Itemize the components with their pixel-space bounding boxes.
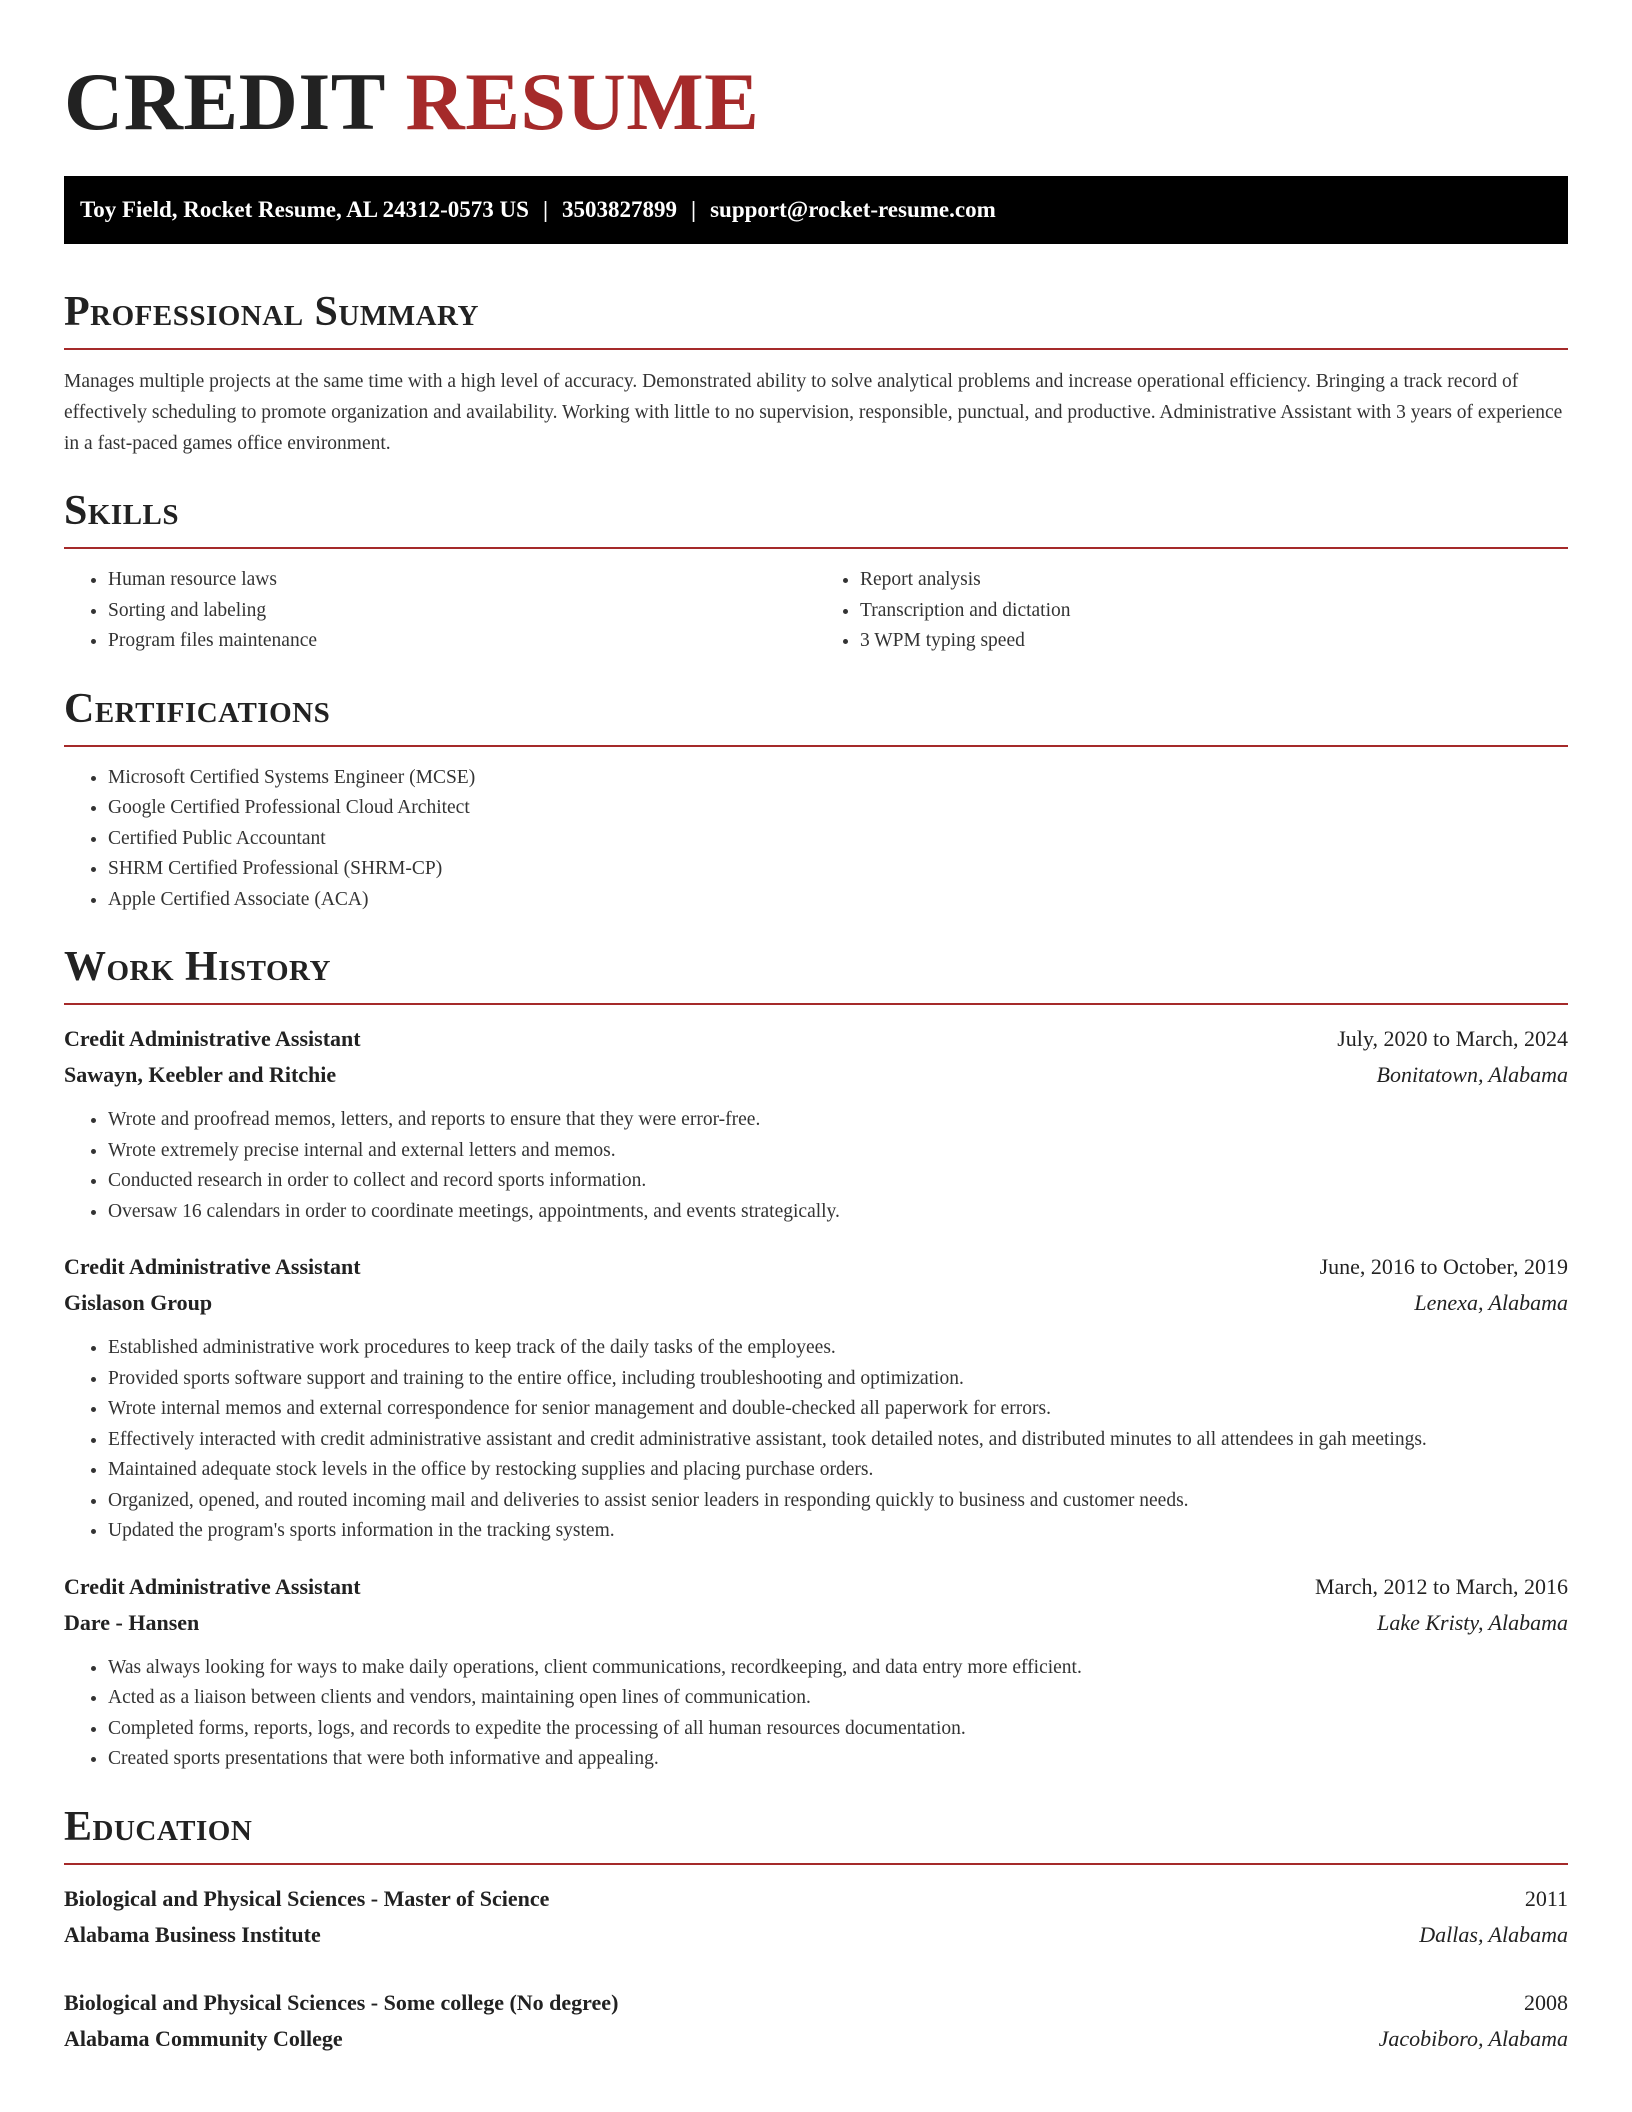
job-bullet: • Wrote internal memos and external correspondence for senior management and double-checked all paperwork for errors.	[108, 1394, 1568, 1425]
job-company-row	[64, 1285, 1568, 1321]
job-dates: July, 2020 to March, 2024	[1337, 1026, 1568, 1051]
job-bullets	[64, 1653, 1568, 1775]
job-bullet: • Conducted research in order to collect and record sports information.	[108, 1166, 1568, 1197]
skill-item: • Transcription and dictation	[860, 596, 1568, 627]
title-second-word: RESUME	[405, 56, 760, 147]
job-company: Gislason Group	[64, 1290, 213, 1315]
job-bullet: • Oversaw 16 calendars in order to coordinate meetings, appointments, and events strategically.	[108, 1197, 1568, 1228]
job-bullet: • Completed forms, reports, logs, and records to expedite the processing of all human resources documentation.	[108, 1714, 1568, 1745]
certification-item: • SHRM Certified Professional (SHRM-CP)	[108, 854, 1568, 885]
job-bullet: • Maintained adequate stock levels in the office by restocking supplies and placing purchase orders.	[108, 1455, 1568, 1486]
education-school: Alabama Community College	[64, 2025, 343, 2051]
job-bullet: • Acted as a liaison between clients and vendors, maintaining open lines of communication.	[108, 1683, 1568, 1714]
job-bullet: • Was always looking for ways to make daily operations, client communications, recordkeeping, and data entry more efficient.	[108, 1653, 1568, 1684]
job-bullet: • Established administrative work procedures to keep track of the daily tasks of the employees.	[108, 1333, 1568, 1364]
skills-list-right	[816, 565, 1568, 657]
resume-title	[64, 0, 1568, 148]
job-bullet: • Created sports presentations that were both informative and appealing.	[108, 1744, 1568, 1775]
skill-item: • 3 WPM typing speed	[860, 626, 1568, 657]
summary-heading: Professional Summary	[64, 289, 479, 335]
job-company: Dare - Hansen	[64, 1609, 200, 1635]
education-location: Jacobiboro, Alabama	[1378, 2025, 1568, 2051]
job-company: Sawayn, Keebler and Ritchie	[64, 1062, 337, 1087]
job-entry	[64, 1249, 1568, 1547]
education-entry	[64, 1985, 1568, 2057]
skill-item: • Sorting and labeling	[108, 596, 816, 627]
contact-phone: 3503827899	[562, 197, 678, 222]
job-location: Lake Kristy, Alabama	[1377, 1609, 1568, 1635]
certification-item: • Google Certified Professional Cloud Architect	[108, 793, 1568, 824]
education-year: 2011	[1524, 1885, 1568, 1911]
education-degree: Biological and Physical Sciences - Master of Science	[64, 1885, 550, 1911]
job-title: Credit Administrative Assistant	[64, 1254, 361, 1279]
education-year: 2008	[1524, 1989, 1568, 2015]
job-company-row	[64, 1057, 1568, 1093]
job-location: Bonitatown, Alabama	[1376, 1062, 1568, 1087]
certifications-list	[64, 763, 1568, 916]
education-school: Alabama Business Institute	[64, 1921, 321, 1947]
certification-item: • Microsoft Certified Systems Engineer (MCSE)	[108, 763, 1568, 794]
education-heading: Education	[64, 1803, 253, 1850]
contact-separator: |	[691, 197, 697, 222]
education-header-row	[64, 1985, 1568, 2021]
education-entry	[64, 1881, 1568, 1953]
job-bullet: • Wrote and proofread memos, letters, and reports to ensure that they were error-free.	[108, 1105, 1568, 1136]
skills-section	[64, 487, 1568, 657]
certification-item: • Apple Certified Associate (ACA)	[108, 885, 1568, 916]
summary-section	[64, 288, 1568, 459]
work-history-section	[64, 943, 1568, 1775]
job-bullets	[64, 1105, 1568, 1227]
job-title: Credit Administrative Assistant	[64, 1573, 361, 1599]
resume-content	[64, 0, 1568, 2057]
title-first-word: CREDIT	[64, 56, 385, 147]
job-bullet: • Wrote extremely precise internal and external letters and memos.	[108, 1136, 1568, 1167]
contact-bar	[64, 176, 1568, 244]
contact-address: Toy Field, Rocket Resume, AL 24312-0573 US	[80, 197, 529, 222]
education-school-row	[64, 2021, 1568, 2057]
section-divider	[64, 1003, 1568, 1005]
education-section	[64, 1803, 1568, 2057]
job-header-row	[64, 1021, 1568, 1057]
certifications-heading: Certifications	[64, 685, 331, 732]
job-bullet: • Effectively interacted with credit administrative assistant and credit administrative assistant, took detailed notes, and distributed minutes to all attendees in gah meetings.	[108, 1425, 1568, 1456]
skills-columns	[64, 549, 1568, 657]
summary-text: Manages multiple projects at the same time with a high level of accuracy. Demonstrated ability to solve analytical problems and increase operational efficiency. Bringing a track record of effectively scheduling to promote organization and availability. Working with little to no supervision, responsible, punctual, and productive. Administrative Assistant with 3 years of experience in a fast-paced games office environment.	[64, 371, 1563, 454]
job-bullet: • Organized, opened, and routed incoming mail and deliveries to assist senior leaders in responding quickly to business and customer needs.	[108, 1486, 1568, 1517]
work-history-heading: Work History	[64, 944, 331, 990]
education-location: Dallas, Alabama	[1419, 1921, 1568, 1947]
job-entry	[64, 1021, 1568, 1227]
job-bullet: • Provided sports software support and training to the entire office, including troubleshooting and optimization.	[108, 1364, 1568, 1395]
skill-item: • Human resource laws	[108, 565, 816, 596]
section-divider	[64, 745, 1568, 747]
education-degree: Biological and Physical Sciences - Some college (No degree)	[64, 1989, 619, 2015]
section-divider	[64, 348, 1568, 350]
certifications-section	[64, 685, 1568, 916]
certification-item: • Certified Public Accountant	[108, 824, 1568, 855]
contact-email: support@rocket-resume.com	[710, 197, 996, 222]
contact-separator: |	[542, 197, 549, 222]
skill-item: • Report analysis	[860, 565, 1568, 596]
job-entry	[64, 1569, 1568, 1775]
job-bullets	[64, 1333, 1568, 1547]
skill-item: • Program files maintenance	[108, 626, 816, 657]
job-company-row	[64, 1605, 1568, 1641]
section-divider	[64, 1863, 1568, 1865]
job-header-row	[64, 1249, 1568, 1285]
job-dates: June, 2016 to October, 2019	[1319, 1254, 1568, 1279]
job-header-row	[64, 1569, 1568, 1605]
education-school-row	[64, 1917, 1568, 1953]
job-location: Lenexa, Alabama	[1414, 1290, 1568, 1315]
job-title: Credit Administrative Assistant	[64, 1026, 361, 1051]
skills-list-left	[64, 565, 816, 657]
job-dates: March, 2012 to March, 2016	[1315, 1573, 1568, 1599]
job-bullet: • Updated the program's sports information in the tracking system.	[108, 1516, 1568, 1547]
skills-heading: Skills	[64, 488, 180, 534]
education-header-row	[64, 1881, 1568, 1917]
